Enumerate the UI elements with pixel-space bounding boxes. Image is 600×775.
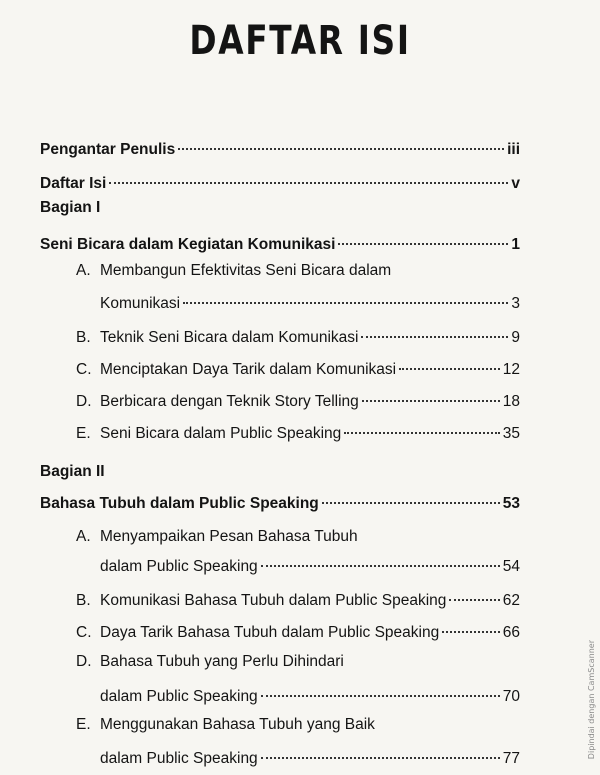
toc-entry-b2a[interactable] (100, 551, 520, 577)
toc-page-number: 70 (502, 688, 520, 705)
toc-page-number: 35 (502, 425, 520, 442)
toc-page-number: 18 (502, 393, 520, 410)
leader-dots (338, 229, 508, 249)
toc-entry-b2e[interactable] (100, 743, 520, 769)
toc-letter: C. (76, 624, 92, 641)
leader-dots (261, 743, 500, 763)
toc-page-number: 62 (502, 592, 520, 609)
toc-letter: D. (76, 653, 92, 670)
toc-entry-pengantar[interactable] (40, 134, 520, 160)
toc-label: Daftar Isi (40, 175, 107, 192)
toc-label: Seni Bicara dalam Kegiatan Komunikasi (40, 236, 336, 253)
toc-label: Seni Bicara dalam Public Speaking (100, 425, 342, 442)
toc-letter: B. (76, 329, 91, 346)
toc-letter: D. (76, 393, 92, 410)
toc-label: Membangun Efektivitas Seni Bicara dalam (100, 262, 392, 279)
toc-entry-b2d-line1[interactable] (76, 652, 344, 672)
toc-entry-b1b[interactable] (76, 322, 520, 348)
toc-label: dalam Public Speaking (100, 688, 258, 705)
section-heading-bagian-1: Bagian I (40, 199, 101, 216)
toc-label: Daya Tarik Bahasa Tubuh dalam Public Speaking (100, 624, 440, 641)
toc-label: Menyampaikan Pesan Bahasa Tubuh (100, 528, 358, 545)
leader-dots (109, 168, 508, 188)
leader-dots (449, 585, 499, 605)
toc-entry-b1e[interactable] (76, 418, 520, 444)
toc-page-number: 77 (502, 750, 520, 767)
toc-label: Menggunakan Bahasa Tubuh yang Baik (100, 716, 375, 733)
toc-letter: E. (76, 425, 91, 442)
toc-entry-b2b[interactable] (76, 585, 520, 611)
section-heading-bagian-2: Bagian II (40, 463, 105, 480)
leader-dots (362, 386, 500, 406)
toc-label: Komunikasi (100, 295, 181, 312)
leader-dots (178, 134, 504, 154)
toc-letter: A. (76, 262, 91, 279)
toc-page-number: 1 (511, 236, 520, 253)
toc-entry-b1a[interactable] (100, 288, 520, 314)
toc-page-number: 54 (502, 558, 520, 575)
toc-label: Teknik Seni Bicara dalam Komunikasi (100, 329, 359, 346)
toc-entry-b1a-line1[interactable] (76, 261, 391, 281)
toc-label: Bahasa Tubuh yang Perlu Dihindari (100, 653, 344, 670)
toc-letter: A. (76, 528, 91, 545)
leader-dots (261, 681, 500, 701)
leader-dots (442, 617, 500, 637)
toc-label: Komunikasi Bahasa Tubuh dalam Public Speaking (100, 592, 447, 609)
toc-label: Menciptakan Daya Tarik dalam Komunikasi (100, 361, 397, 378)
toc-entry-b2d[interactable] (100, 681, 520, 707)
toc-page-number: 9 (511, 329, 520, 346)
toc-page-number: v (511, 175, 520, 192)
toc-entry-b2c[interactable] (76, 617, 520, 643)
toc-letter: E. (76, 716, 91, 733)
toc-page-number: 66 (502, 624, 520, 641)
toc-entry-b2a-line1[interactable] (76, 527, 358, 547)
toc-label: Berbicara dengan Teknik Story Telling (100, 393, 359, 410)
toc-letter: B. (76, 592, 91, 609)
toc-page-number: iii (507, 141, 520, 158)
toc-label: Bahasa Tubuh dalam Public Speaking (40, 495, 319, 512)
leader-dots (344, 418, 500, 438)
leader-dots (322, 488, 500, 508)
toc-label: dalam Public Speaking (100, 750, 258, 767)
toc-entry-b1c[interactable] (76, 354, 520, 380)
leader-dots (261, 551, 500, 571)
leader-dots (361, 322, 508, 342)
toc-page-number: 3 (511, 295, 520, 312)
toc-label: dalam Public Speaking (100, 558, 258, 575)
toc-page-number: 53 (502, 495, 520, 512)
leader-dots (399, 354, 500, 374)
leader-dots (183, 288, 508, 308)
toc-label: Pengantar Penulis (40, 141, 176, 158)
toc-entry-bagian-1[interactable] (40, 229, 520, 255)
toc-entry-daftar-isi[interactable] (40, 168, 520, 194)
toc-entry-b2e-line1[interactable] (76, 715, 375, 735)
scanner-watermark: Dipindai dengan CamScanner (587, 640, 596, 760)
toc-entry-bagian-2[interactable] (40, 488, 520, 514)
toc-entry-b1d[interactable] (76, 386, 520, 412)
page-title: DAFTAR ISI (189, 18, 411, 64)
toc-page-number: 12 (502, 361, 520, 378)
toc-letter: C. (76, 361, 92, 378)
